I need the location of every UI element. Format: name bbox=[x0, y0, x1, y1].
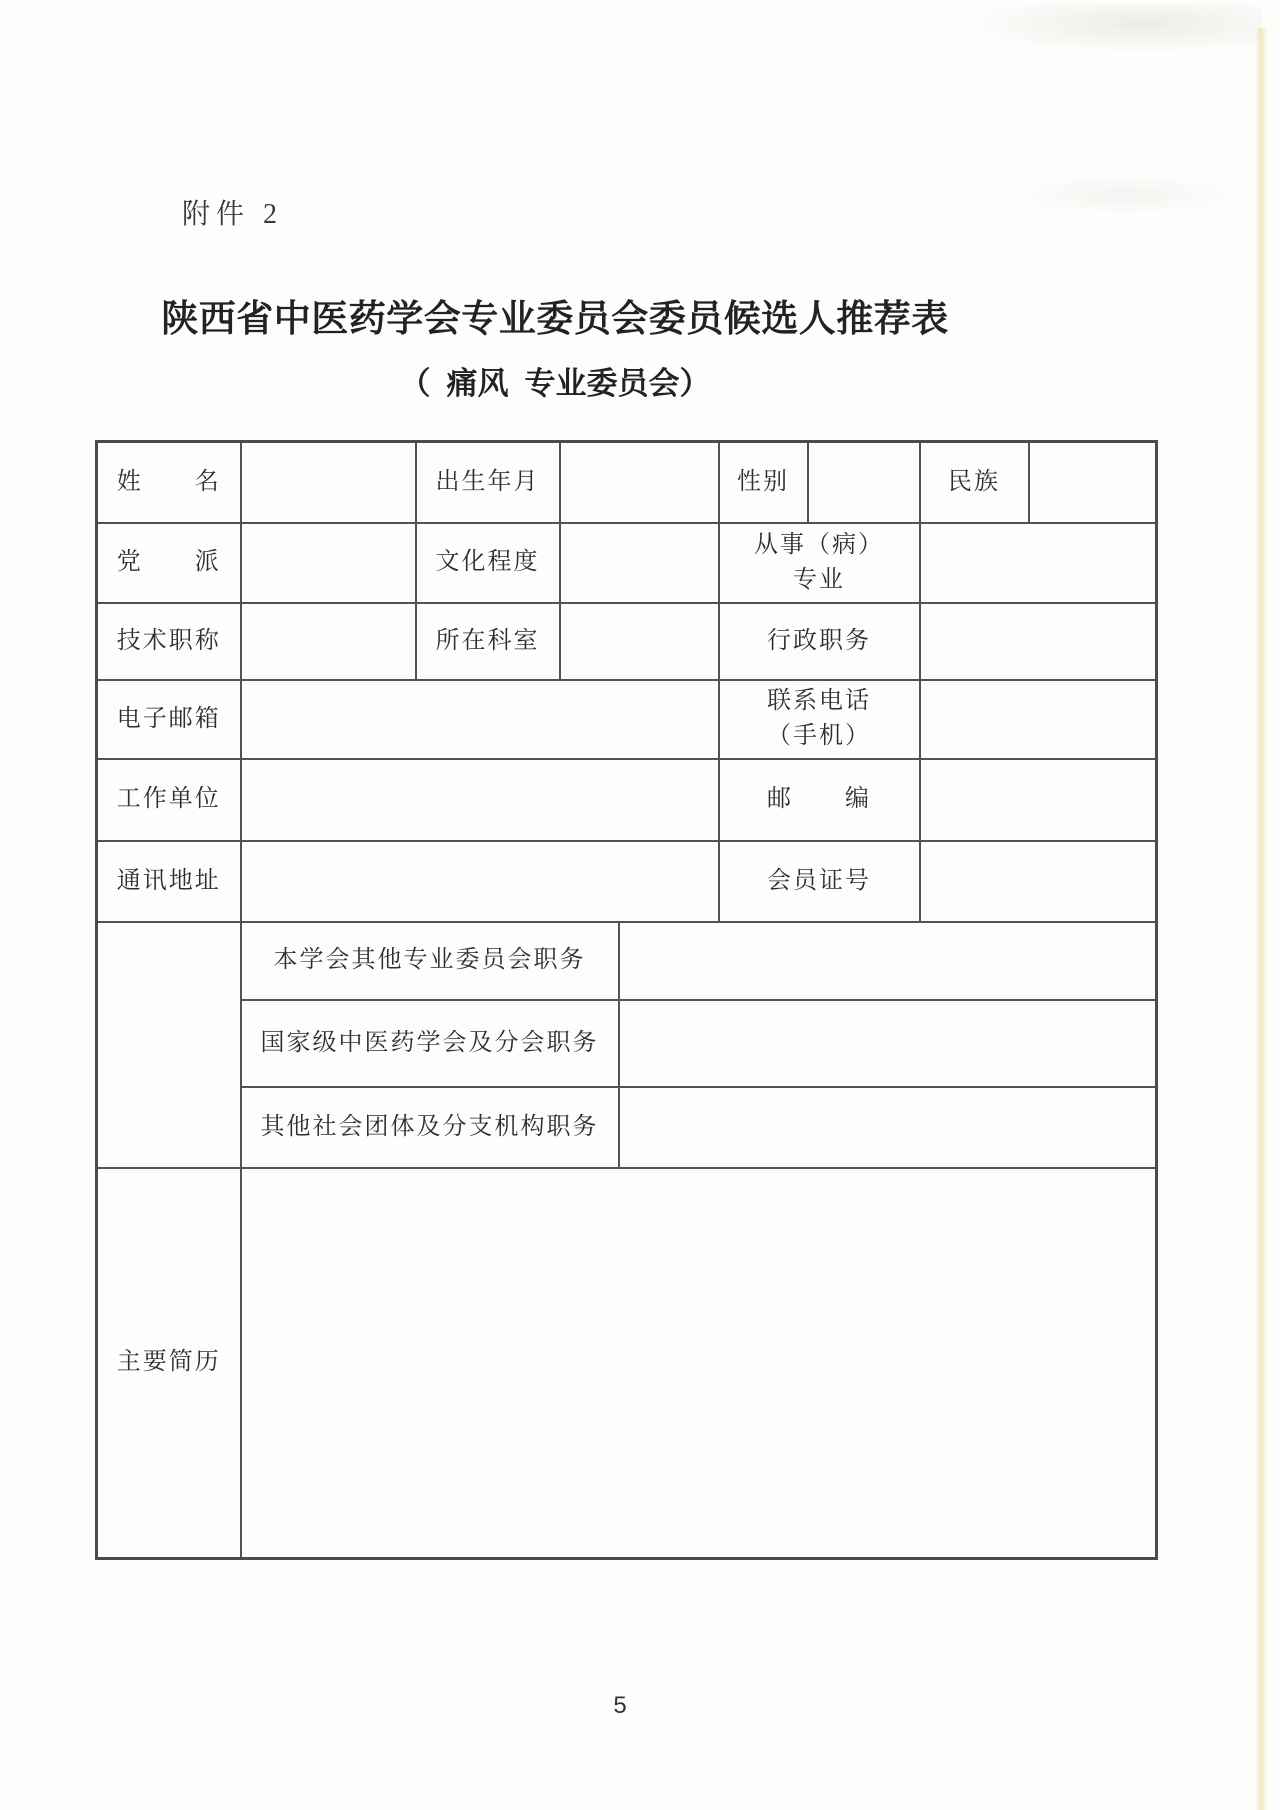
email-label: 电子邮箱 bbox=[97, 680, 241, 759]
row-tech-title bbox=[97, 603, 1157, 680]
address-value-cell bbox=[241, 841, 719, 922]
postal-code-label: 邮 编 bbox=[719, 759, 920, 841]
subtitle-suffix: 专业委员会） bbox=[524, 366, 711, 401]
member-id-label: 会员证号 bbox=[719, 841, 920, 922]
other-org-duty-value-cell bbox=[619, 1087, 1157, 1168]
work-unit-label: 工作单位 bbox=[97, 759, 241, 841]
ethnicity-value-cell bbox=[1029, 442, 1157, 523]
form-subtitle bbox=[0, 358, 1110, 403]
committee-name: 痛风 bbox=[446, 366, 509, 401]
form-title: 陕西省中医药学会专业委员会委员候选人推荐表 bbox=[161, 298, 949, 339]
other-committee-duty-value-cell bbox=[619, 922, 1157, 1000]
birth-date-value-cell bbox=[560, 442, 719, 523]
name-value-cell bbox=[241, 442, 416, 523]
row-email bbox=[97, 680, 1157, 759]
scan-smudge-artifact bbox=[962, 4, 1262, 54]
gender-value-cell bbox=[808, 442, 920, 523]
admin-duty-value-cell bbox=[920, 603, 1157, 680]
specialty-label-line1: 从事（病） bbox=[754, 531, 884, 558]
specialty-value-cell bbox=[920, 523, 1157, 603]
phone-label-line1: 联系电话 bbox=[767, 688, 871, 715]
page-number: 5 bbox=[613, 1692, 627, 1719]
phone-label-line2: （手机） bbox=[767, 723, 871, 749]
row-address bbox=[97, 841, 1157, 922]
education-label: 文化程度 bbox=[416, 523, 560, 603]
work-unit-value-cell bbox=[241, 759, 719, 841]
birth-date-label: 出生年月 bbox=[416, 442, 560, 523]
national-society-duty-label: 国家级中医药学会及分会职务 bbox=[241, 1000, 619, 1087]
party-label: 党 派 bbox=[97, 523, 241, 603]
resume-label: 主要简历 bbox=[97, 1168, 241, 1559]
recommendation-form-table bbox=[95, 440, 1158, 1560]
tech-title-value-cell bbox=[241, 603, 416, 680]
row-name bbox=[97, 442, 1157, 523]
row-other-org-duty bbox=[97, 1087, 1157, 1168]
row-work-unit bbox=[97, 759, 1157, 841]
row-other-committee-duty bbox=[97, 922, 1157, 1000]
duties-group-spacer-cell bbox=[97, 922, 241, 1168]
address-label: 通讯地址 bbox=[97, 841, 241, 922]
other-org-duty-label: 其他社会团体及分支机构职务 bbox=[241, 1087, 619, 1168]
specialty-label-line2: 专业 bbox=[793, 566, 845, 593]
row-party bbox=[97, 523, 1157, 603]
phone-value-cell bbox=[920, 680, 1157, 759]
specialty-label bbox=[719, 523, 920, 603]
scan-edge-artifact bbox=[1255, 28, 1267, 1810]
postal-code-value-cell bbox=[920, 759, 1157, 841]
row-resume bbox=[97, 1168, 1157, 1559]
email-value-cell bbox=[241, 680, 719, 759]
department-value-cell bbox=[560, 603, 719, 680]
resume-value-cell bbox=[241, 1168, 1157, 1559]
member-id-value-cell bbox=[920, 841, 1157, 922]
other-committee-duty-label: 本学会其他专业委员会职务 bbox=[241, 922, 619, 1000]
ethnicity-label: 民族 bbox=[920, 442, 1029, 523]
subtitle-paren-open: （ bbox=[399, 366, 431, 401]
name-label: 姓 名 bbox=[97, 442, 241, 523]
department-label: 所在科室 bbox=[416, 603, 560, 680]
tech-title-label: 技术职称 bbox=[97, 603, 241, 680]
gender-label: 性别 bbox=[719, 442, 808, 523]
admin-duty-label: 行政职务 bbox=[719, 603, 920, 680]
scan-smudge-artifact bbox=[1010, 175, 1240, 215]
party-value-cell bbox=[241, 523, 416, 603]
national-society-duty-value-cell bbox=[619, 1000, 1157, 1087]
phone-label bbox=[719, 680, 920, 759]
attachment-label: 附件 2 bbox=[182, 199, 284, 230]
row-national-society-duty bbox=[97, 1000, 1157, 1087]
education-value-cell bbox=[560, 523, 719, 603]
